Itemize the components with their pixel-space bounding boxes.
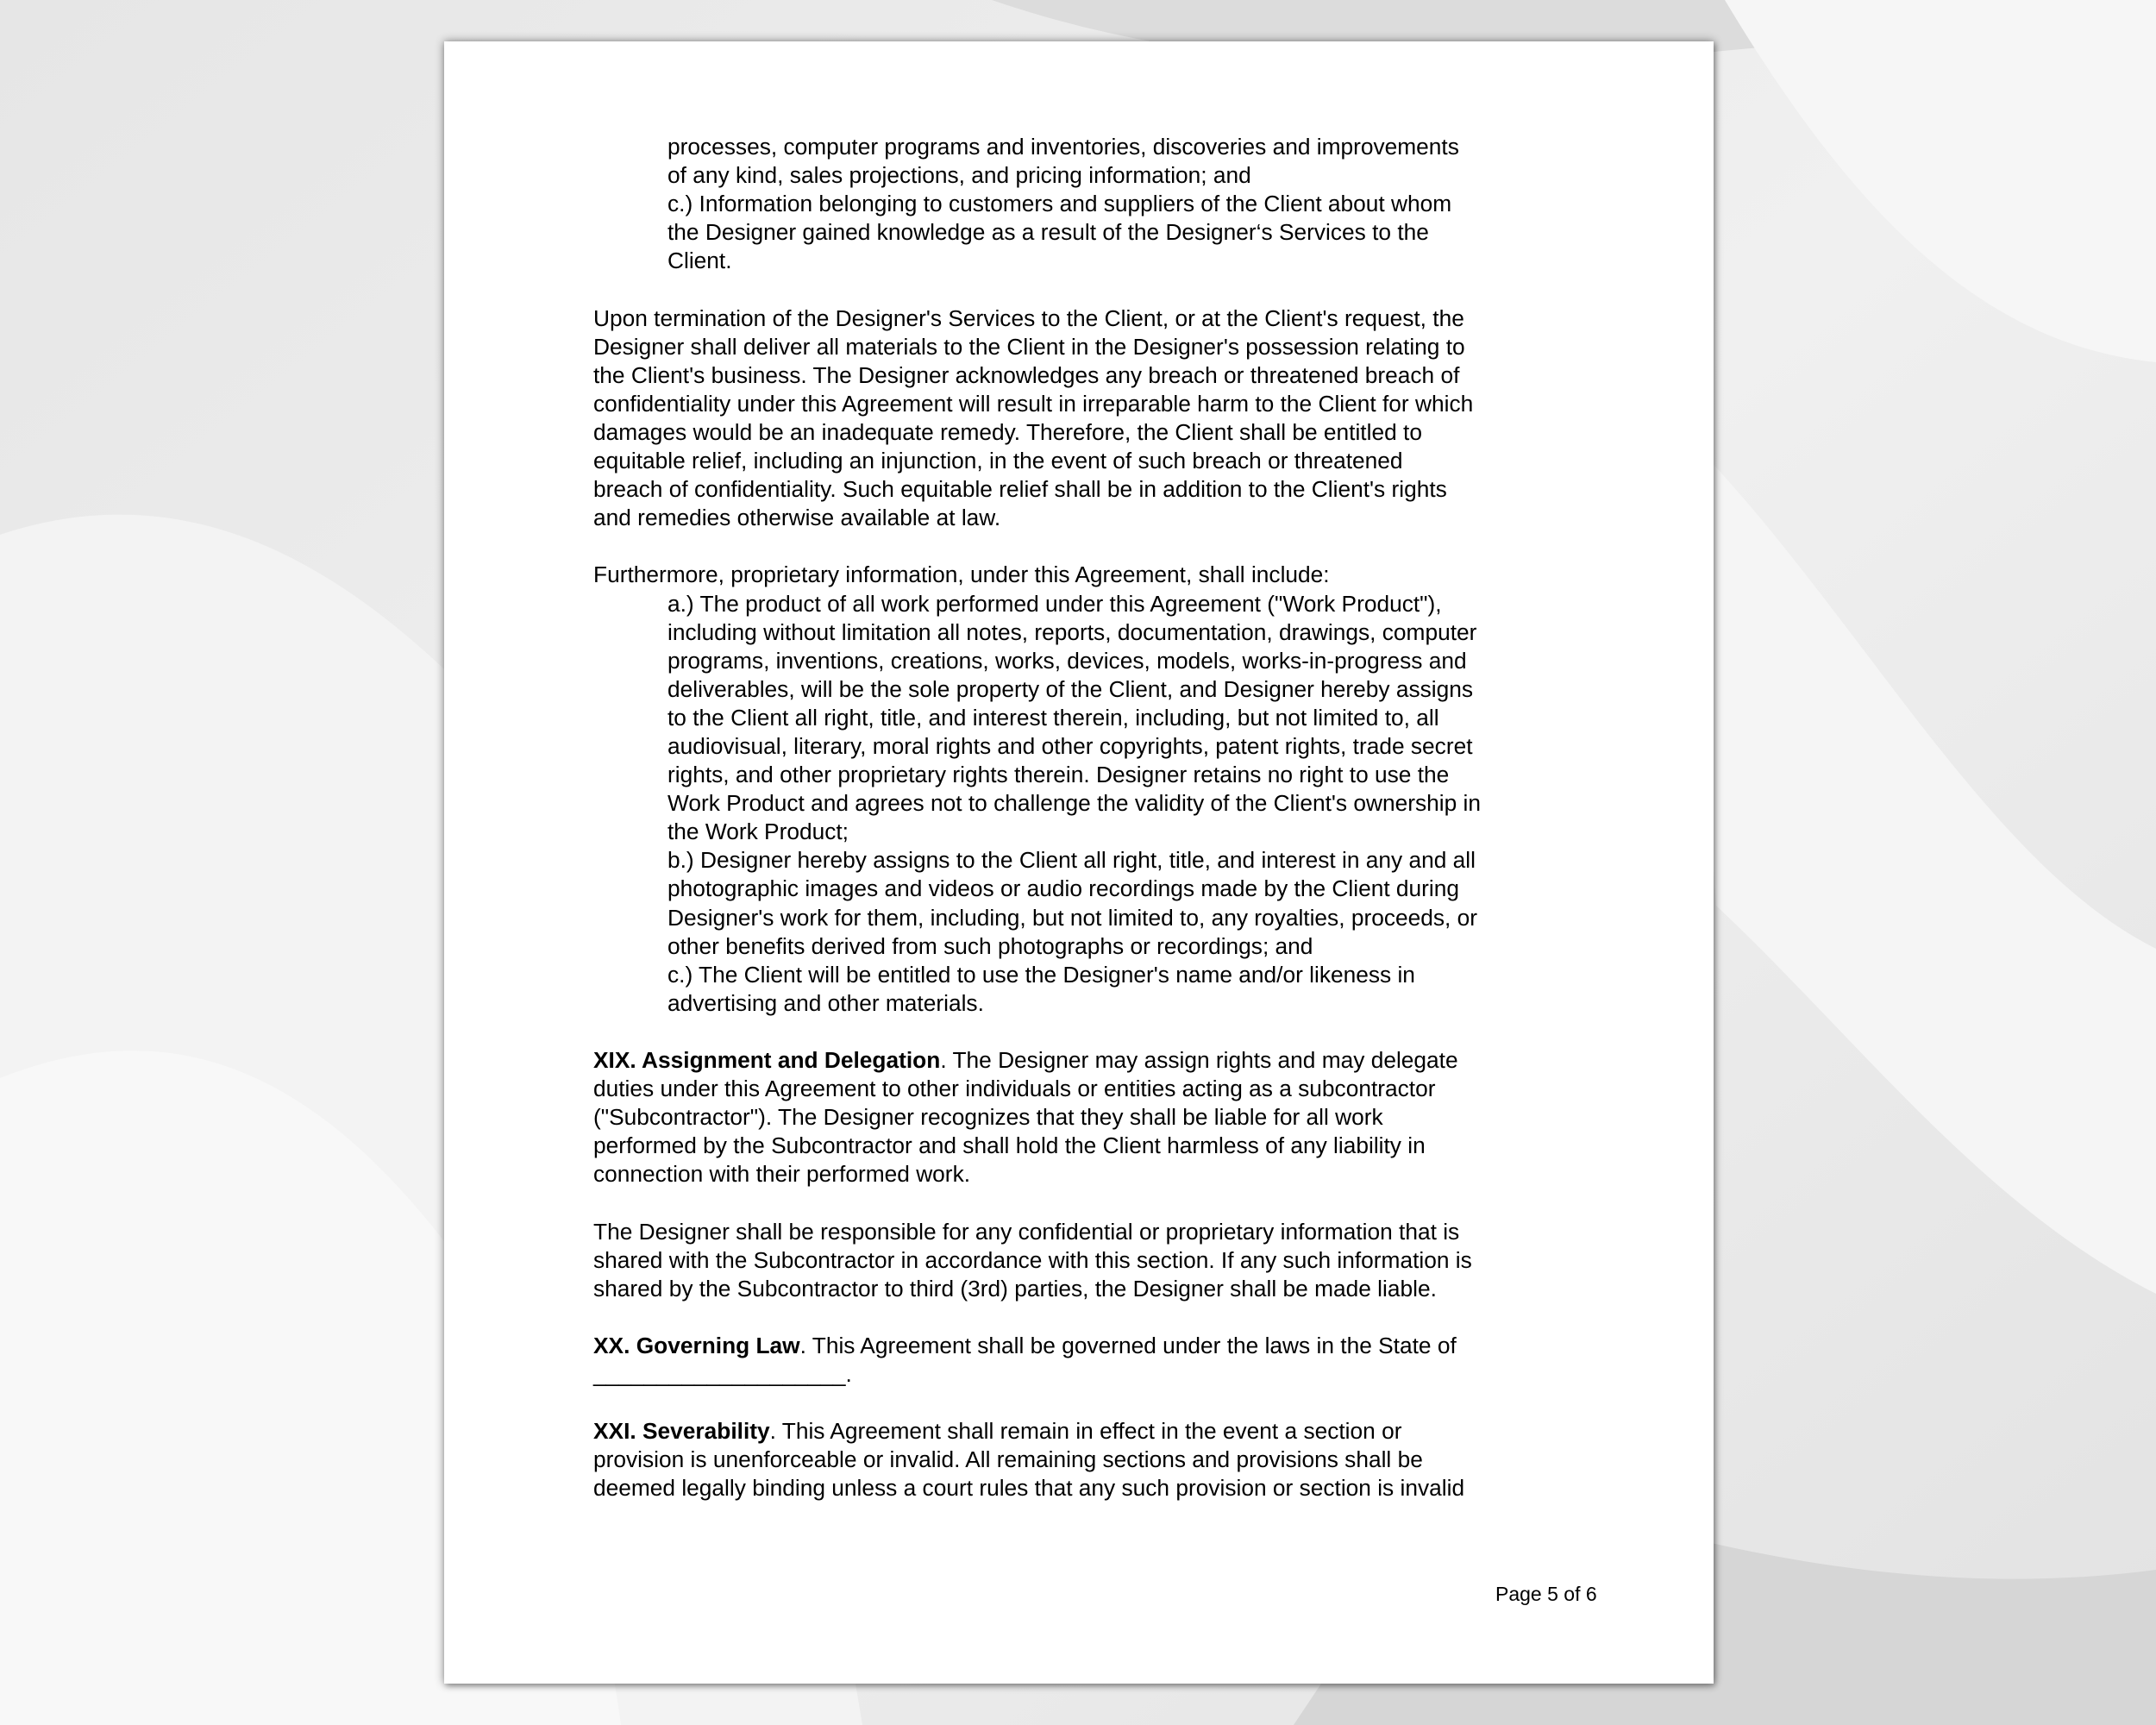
list-line: the Work Product; <box>667 819 849 845</box>
section-xix <box>593 1046 1594 1189</box>
paragraph-spacer <box>593 1303 1594 1332</box>
list-line: including without limitation all notes, reports, documentation, drawings, computer <box>667 618 1477 645</box>
page-body <box>593 133 1594 1503</box>
list-line: rights, and other proprietary rights therein. Designer retains no right to use the <box>667 762 1450 788</box>
section-heading: XX. Governing Law <box>593 1332 800 1358</box>
text-line: shared with the Subcontractor in accordance with this section. If any such information is <box>593 1246 1472 1273</box>
text-line: the Client's business. The Designer acknowledges any breach or threatened breach of <box>593 361 1460 388</box>
termination-paragraph <box>593 304 1594 533</box>
text-line: The Designer shall be responsible for any confidential or proprietary information that is <box>593 1218 1460 1245</box>
paragraph-spacer <box>593 275 1594 304</box>
text-line: shared by the Subcontractor to third (3rd) parties, the Designer shall be made liable. <box>593 1275 1437 1302</box>
text-line <box>593 1046 1594 1075</box>
list-line: Designer's work for them, including, but not limited to, any royalties, proceeds, or <box>667 904 1477 931</box>
text-line <box>593 1417 1594 1446</box>
state-blank-line: ____________________. <box>593 1361 852 1388</box>
text-line: duties under this Agreement to other individuals or entities acting as a subcontractor <box>593 1076 1436 1102</box>
text-line: confidentiality under this Agreement will result in irreparable harm to the Client for which <box>593 390 1474 417</box>
text-line: equitable relief, including an injunction, in the event of such breach or threatened <box>593 448 1403 474</box>
list-line: programs, inventions, creations, works, devices, models, works-in-progress and <box>667 647 1467 674</box>
list-line: advertising and other materials. <box>667 989 984 1016</box>
list-line: deliverables, will be the sole property of the Client, and Designer hereby assigns <box>667 675 1474 702</box>
text-line: of any kind, sales projections, and pricing information; and <box>667 162 1251 189</box>
list-line: c.) The Client will be entitled to use the Designer's name and/or likeness in <box>667 961 1415 988</box>
text-line <box>593 1332 1594 1360</box>
text-line: ("Subcontractor"). The Designer recognizes that they shall be liable for all work <box>593 1104 1383 1131</box>
section-xx <box>593 1332 1594 1389</box>
proprietary-intro: Furthermore, proprietary information, under this Agreement, shall include: <box>593 561 1330 588</box>
text-line: damages would be an inadequate remedy. Therefore, the Client shall be entitled to <box>593 418 1422 445</box>
paragraph-spacer <box>593 1189 1594 1217</box>
list-line: photographic images and videos or audio recordings made by the Client during <box>667 875 1460 902</box>
section-xxi <box>593 1417 1594 1502</box>
paragraph-spacer <box>593 1389 1594 1417</box>
list-line: audiovisual, literary, moral rights and other copyrights, patent rights, trade secret <box>667 732 1473 759</box>
text-line: Upon termination of the Designer's Services to the Client, or at the Client's request, the <box>593 304 1464 331</box>
paragraph-spacer <box>593 532 1594 561</box>
list-line: b.) Designer hereby assigns to the Client all right, title, and interest in any and all <box>667 847 1476 874</box>
section-heading: XXI. Severability <box>593 1418 770 1445</box>
list-line: to the Client all right, title, and interest therein, including, but not limited to, all <box>667 704 1439 731</box>
section-text: . The Designer may assign rights and may delegate <box>940 1047 1458 1073</box>
page-number: Page 5 of 6 <box>1495 1583 1597 1605</box>
text-line: performed by the Subcontractor and shall hold the Client harmless of any liability in <box>593 1132 1426 1159</box>
text-line: connection with their performed work. <box>593 1161 971 1188</box>
proprietary-list <box>593 590 1594 1018</box>
list-line: Work Product and agrees not to challenge the validity of the Client's ownership in <box>667 790 1481 817</box>
subcontractor-paragraph <box>593 1218 1594 1303</box>
text-line: c.) Information belonging to customers and suppliers of the Client about whom <box>667 191 1452 217</box>
section-heading: XIX. Assignment and Delegation <box>593 1047 941 1073</box>
text-line: deemed legally binding unless a court rules that any such provision or section is invalid <box>593 1475 1465 1502</box>
list-line: a.) The product of all work performed under this Agreement ("Work Product"), <box>667 590 1442 617</box>
document-page <box>444 41 1714 1684</box>
text-line: Client. <box>667 248 732 274</box>
list-line: other benefits derived from such photographs or recordings; and <box>667 932 1313 959</box>
section-text: . This Agreement shall remain in effect in the event a section or <box>769 1418 1402 1445</box>
text-line: processes, computer programs and inventories, discoveries and improvements <box>667 134 1459 160</box>
section-text: . This Agreement shall be governed under the laws in the State of <box>799 1332 1457 1358</box>
paragraph-spacer <box>593 1018 1594 1046</box>
text-line: Designer shall deliver all materials to the Client in the Designer's possession relating to <box>593 333 1465 360</box>
text-line: provision is unenforceable or invalid. All remaining sections and provisions shall be <box>593 1446 1423 1473</box>
text-line: the Designer gained knowledge as a result of the Designer‘s Services to the <box>667 219 1429 246</box>
text-line: breach of confidentiality. Such equitable relief shall be in addition to the Client's rights <box>593 476 1447 503</box>
list-tail <box>593 133 1594 275</box>
text-line: and remedies otherwise available at law. <box>593 505 1001 531</box>
